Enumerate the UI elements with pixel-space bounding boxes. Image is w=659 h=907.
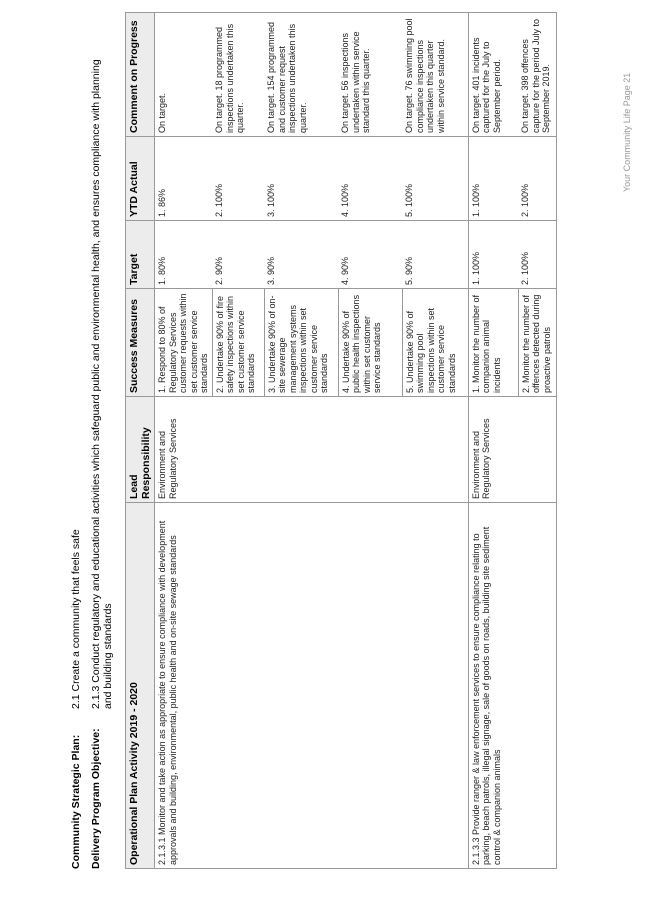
delivery-program-objective: [90, 59, 114, 869]
actual-cell: 1. 86%: [155, 137, 213, 221]
target-cell: 2. 100%: [518, 221, 556, 289]
target-cell: 4. 90%: [338, 221, 402, 289]
column-header: Operational Plan Activity 2019 - 2020: [126, 503, 155, 869]
comment-cell: On target.: [155, 13, 213, 137]
comment-cell: On target. 56 inspections undertaken within service standard this quarter.: [338, 13, 402, 137]
actual-cell: 5. 100%: [402, 137, 468, 221]
measure-cell: 2. Monitor the number of offences detected during proactive patrols: [518, 289, 556, 397]
comment-cell: On target. 398 offences capture for the period July to September 2019.: [518, 13, 556, 137]
target-cell: 1. 100%: [468, 221, 518, 289]
column-header: Target: [126, 221, 155, 289]
measure-cell: 1. Monitor the number of companion animal incidents: [468, 289, 518, 397]
page-footer: Your Community Life Page 21: [622, 72, 632, 192]
table-header-row: [126, 13, 155, 869]
objective-value: 2.1.3 Conduct regulatory and educational activities which safeguard public and environmental health, and ensures compliance with planning and building standards: [90, 59, 114, 709]
measure-cell: 4. Undertake 90% of public health inspections within set customer service standards: [338, 289, 402, 397]
actual-cell: 3. 100%: [264, 137, 338, 221]
lead-cell: Environment and Regulatory Services: [468, 397, 556, 503]
comment-cell: On target. 154 programmed and customer request inspections undertaken this quarter.: [264, 13, 338, 137]
column-header: YTD Actual: [126, 137, 155, 221]
column-header: Comment on Progress: [126, 13, 155, 137]
target-cell: 3. 90%: [264, 221, 338, 289]
comment-cell: On target. 401 incidents captured for the July to September period.: [468, 13, 518, 137]
activity-cell: 2.1.3.1 Monitor and take action as appropriate to ensure compliance with development approvals and building, environmental, public health and on-site sewage standards: [155, 503, 469, 869]
target-cell: 2. 90%: [212, 221, 264, 289]
target-cell: 1. 80%: [155, 221, 213, 289]
actual-cell: 2. 100%: [212, 137, 264, 221]
actual-cell: 1. 100%: [468, 137, 518, 221]
table-row: [155, 13, 213, 869]
actual-cell: 4. 100%: [338, 137, 402, 221]
comment-cell: On target. 76 swimming pool compliance inspections undertaken this quarter within service standard.: [402, 13, 468, 137]
column-header: Lead Responsibility: [126, 397, 155, 503]
community-strategic-plan: [70, 529, 82, 869]
plan-label: Community Strategic Plan:: [70, 734, 82, 869]
target-cell: 5. 90%: [402, 221, 468, 289]
column-header: Success Measures: [126, 289, 155, 397]
lead-cell: Environment and Regulatory Services: [155, 397, 469, 503]
measure-cell: 5. Undertake 90% of swimming pool inspections within set customer service standards: [402, 289, 468, 397]
operational-plan-table: [125, 12, 557, 869]
measure-cell: 1. Respond to 80% of Regulatory Services customer requests within set customer service standards: [155, 289, 213, 397]
measure-cell: 3. Undertake 90% of on-site sewerage management systems inspections within set customer service standards: [264, 289, 338, 397]
objective-label: Delivery Program Objective:: [90, 728, 102, 869]
comment-cell: On target. 18 programmed inspections undertaken this quarter.: [212, 13, 264, 137]
plan-value: 2.1 Create a community that feels safe: [70, 529, 82, 709]
measure-cell: 2. Undertake 90% of fire safety inspections within set customer service standards: [212, 289, 264, 397]
table-row: [468, 13, 518, 869]
activity-cell: 2.1.3.3 Provide ranger & law enforcement services to ensure compliance relating to parking, beach patrols, illegal signage, sale of goods on roads, building site sediment control & companion animals: [468, 503, 556, 869]
actual-cell: 2. 100%: [518, 137, 556, 221]
